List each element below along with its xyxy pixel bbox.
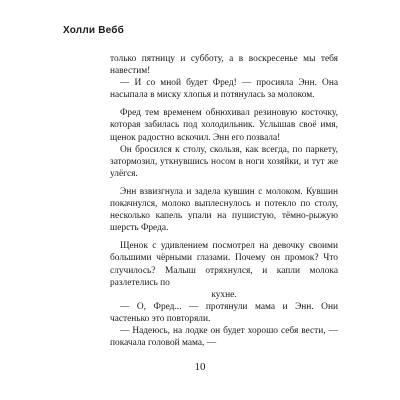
paragraph: — И со мной будет Фред! — просияла Энн. Она насыпала в миску хлопья и потянулась за молоком. [110, 78, 338, 101]
running-head-author: Холли Вебб [63, 25, 125, 36]
paragraph: Энн взвизгнула и задела кувшин с молоком. Кувшин покачнулся, молоко выплеснулось и потекло по столу, несколько капель упали на пушистую, тёмно-рыжую шерсть Фреда. [110, 186, 338, 234]
body-text [110, 53, 338, 349]
paragraph: — Надеюсь, на лодке он будет хорошо себя вести, — покачала головой мама, — [110, 325, 338, 349]
paragraph: — О, Фред... — протянули мама и Энн. Они частенько это повторяли. [110, 301, 338, 324]
paragraph: Щенок с удивлением посмотрел на девочку своими большими чёрными глазами. Почему он промок? Что случилось? Малыш отряхнулся, и капли молока разлетелись по [110, 241, 338, 288]
paragraph: Он бросился к столу, скользя, как всегда, по паркету, затормозил, уткнувшись носом в ноги хозяйки, и тут же улёгся. [110, 144, 338, 179]
paragraph: Фред тем временем обнюхивал резиновую косточку, которая забилась под холодильник. Услышав своё имя, щенок радостно вскочил. Энн его позвала! [110, 108, 338, 143]
page-number: 10 [194, 361, 206, 373]
paragraph: кухне. [211, 289, 237, 300]
paragraph: только пятницу и субботу, а в воскресенье мы тебя навестим! [110, 54, 338, 77]
